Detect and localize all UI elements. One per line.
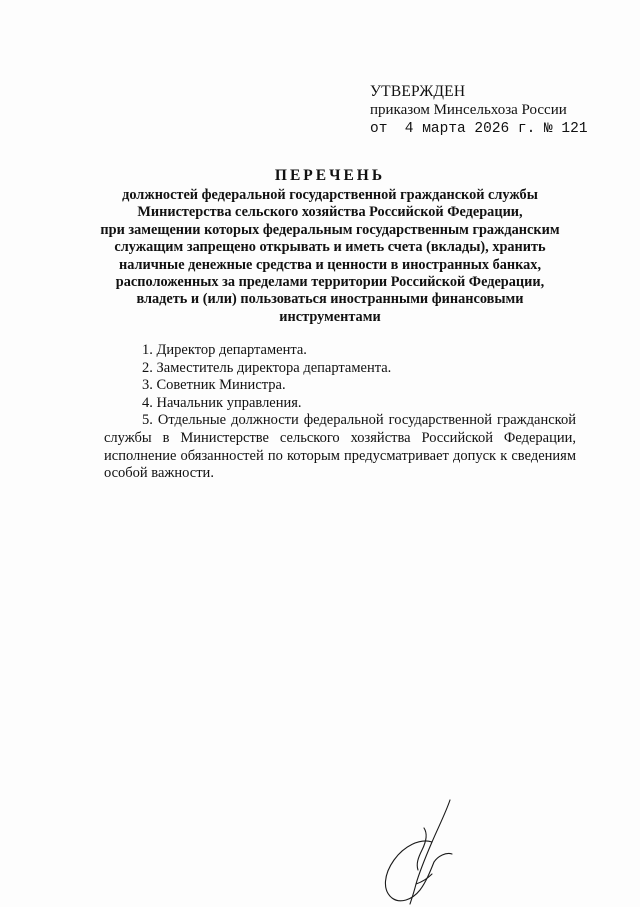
list-item: 3. Советник Министра. bbox=[142, 377, 286, 394]
header-line: Министерства сельского хозяйства Российской Федерации, bbox=[137, 204, 523, 221]
header-line: наличные денежные средства и ценности в иностранных банках, bbox=[118, 256, 542, 273]
header-line: расположенных за пределами территории Российской Федерации, bbox=[115, 274, 545, 291]
positions-list bbox=[104, 342, 576, 483]
approval-date-number: от 4 марта 2026 г. № 121 bbox=[370, 121, 588, 137]
header-line: должностей федеральной государственной гражданской службы bbox=[122, 187, 538, 203]
list-item: 5. Отдельные должности федеральной государственной гражданской службы в Министерстве сельского хозяйства Российской Федерации, исполнение обязанностей по которым предусматривает допуск к сведениям особой важности. bbox=[104, 412, 576, 482]
approval-title: УТВЕРЖДЕН bbox=[370, 83, 466, 100]
list-item: 4. Начальник управления. bbox=[142, 394, 302, 411]
document-header bbox=[80, 166, 580, 326]
approval-stamp bbox=[370, 82, 610, 139]
document-title: ПЕРЕЧЕНЬ bbox=[274, 167, 386, 184]
approval-order: приказом Минсельхоза России bbox=[370, 102, 567, 118]
list-item: 2. Заместитель директора департамента. bbox=[142, 359, 392, 376]
list-item: 1. Директор департамента. bbox=[142, 342, 307, 358]
header-line: служащим запрещено открывать и иметь счета (вклады), хранить bbox=[114, 239, 546, 256]
header-line: инструментами bbox=[279, 308, 381, 325]
header-line: при замещении которых федеральным государственным гражданским bbox=[100, 221, 560, 238]
header-line: владеть и (или) пользоваться иностранными финансовыми bbox=[136, 291, 524, 308]
signature-icon bbox=[376, 798, 466, 906]
